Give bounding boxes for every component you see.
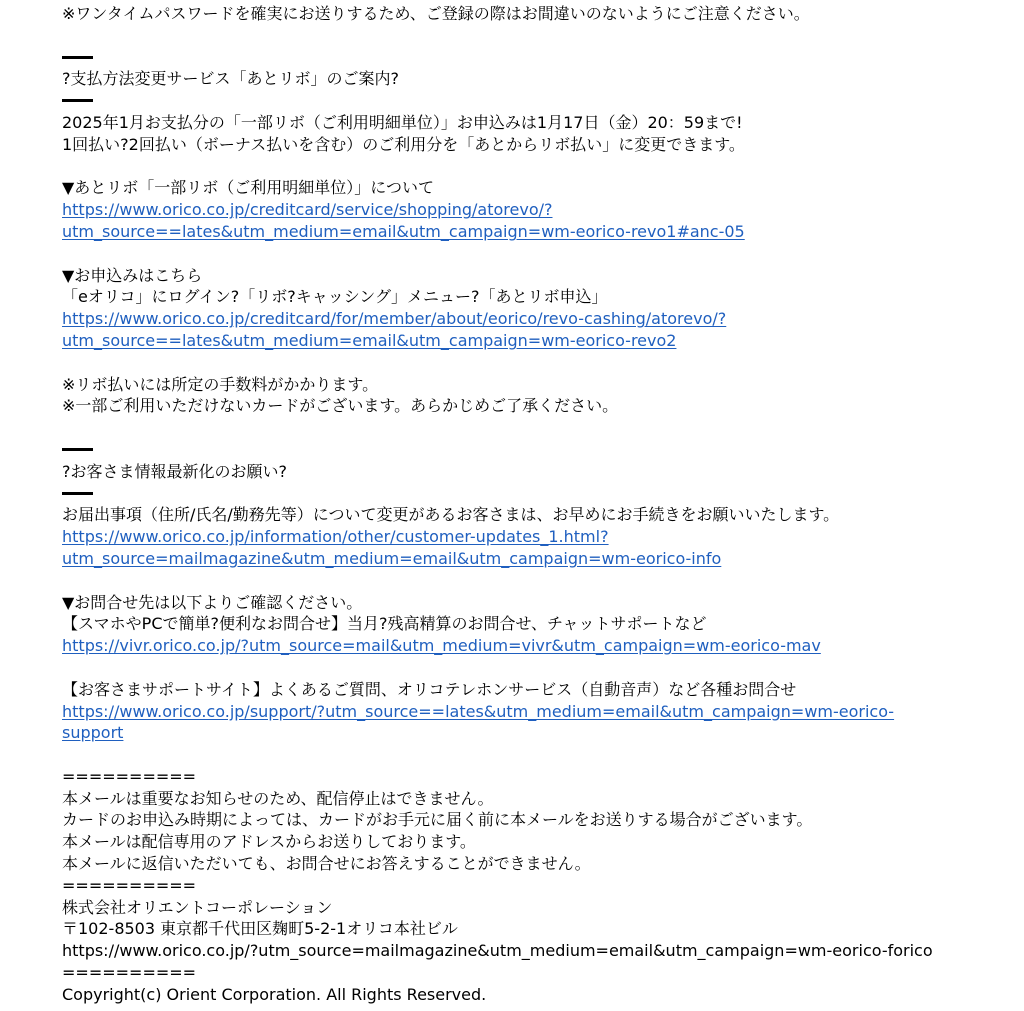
support-link-cont[interactable]: support <box>62 723 124 743</box>
support-site-text: 【お客さまサポートサイト】よくあるご質問、オリコテレホンサービス（自動音声）など各種お問合せ <box>62 679 797 699</box>
vivr-link[interactable]: https://vivr.orico.co.jp/?utm_source=mail&utm_medium=vivr&utm_campaign=wm-eorico-mav <box>62 636 821 656</box>
atorevo-about-heading: ▼あとリボ「一部リボ（ご利用明細単位）」について <box>62 178 434 198</box>
blank-line <box>62 156 1012 178</box>
blank-line <box>62 657 1012 679</box>
contact-smartphone: 【スマホやPCで簡単?便利なお問合せ】当月?残高精算のお問合せ、チャットサポートなど <box>62 614 707 634</box>
blank-line <box>62 352 1012 374</box>
section-title-info-update: ?お客さま情報最新化のお願い? <box>62 461 287 481</box>
company-name: 株式会社オリエントコーポレーション <box>62 897 333 917</box>
section-divider <box>62 439 1012 461</box>
blank-line <box>62 570 1012 592</box>
email-body <box>62 3 1012 1006</box>
footer-unsubscribe-note: 本メールは重要なお知らせのため、配信停止はできません。 <box>62 788 494 808</box>
info-update-link[interactable]: https://www.orico.co.jp/information/other/customer-updates_1.html? <box>62 527 609 547</box>
atorevo-about-link[interactable]: https://www.orico.co.jp/creditcard/service/shopping/atorevo/? <box>62 200 553 220</box>
card-note: ※一部ご利用いただけないカードがございます。あらかじめご了承ください。 <box>62 396 619 416</box>
apply-heading: ▼お申込みはこちら <box>62 265 203 285</box>
section-title-atorevo: ?支払方法変更サービス「あとリボ」のご案内? <box>62 69 399 89</box>
footer-timing-note: カードのお申込み時期によっては、カードがお手元に届く前に本メールをお送りする場合がございます。 <box>62 810 813 830</box>
divider-bar <box>62 448 93 451</box>
section-divider <box>62 47 1012 69</box>
atorevo-deadline: 2025年1月お支払分の「一部リボ（ご利用明細単位）」お申込みは1月17日（金）20：59まで! <box>62 112 743 132</box>
blank-line <box>62 744 1012 766</box>
section-divider <box>62 483 1012 505</box>
blank-line <box>62 25 1012 47</box>
copyright: Copyright(c) Orient Corporation. All Rights Reserved. <box>62 984 487 1004</box>
separator: ========== <box>62 766 197 786</box>
contact-heading: ▼お問合せ先は以下よりご確認ください。 <box>62 592 363 612</box>
apply-link-cont[interactable]: utm_source==lates&utm_medium=email&utm_campaign=wm-eorico-revo2 <box>62 330 677 350</box>
atorevo-description: 1回払い?2回払い（ボーナス払いを含む）のご利用分を「あとからリボ払い」に変更できます。 <box>62 134 745 154</box>
blank-line <box>62 417 1012 439</box>
divider-bar <box>62 99 93 102</box>
divider-bar <box>62 56 93 59</box>
footer-sender-note: 本メールは配信専用のアドレスからお送りしております。 <box>62 832 476 852</box>
apply-steps: 「eオリコ」にログイン?「リボ?キャッシング」メニュー?「あとリボ申込」 <box>62 287 608 307</box>
fee-note: ※リボ払いには所定の手数料がかかります。 <box>62 374 379 394</box>
separator: ========== <box>62 963 197 983</box>
apply-link[interactable]: https://www.orico.co.jp/creditcard/for/member/about/eorico/revo-cashing/atorevo/? <box>62 309 727 329</box>
otp-notice: ※ワンタイムパスワードを確実にお送りするため、ご登録の際はお間違いのないようにご注意ください。 <box>62 4 810 23</box>
company-address: 〒102-8503 東京都千代田区麹町5-2-1オリコ本社ビル <box>62 919 458 939</box>
section-divider <box>62 90 1012 112</box>
company-url: https://www.orico.co.jp/?utm_source=mailmagazine&utm_medium=email&utm_campaign=wm-eorico-forico <box>62 941 933 961</box>
atorevo-about-link-cont[interactable]: utm_source==lates&utm_medium=email&utm_campaign=wm-eorico-revo1#anc-05 <box>62 221 745 241</box>
info-update-link-cont[interactable]: utm_source=mailmagazine&utm_medium=email&utm_campaign=wm-eorico-info <box>62 548 722 568</box>
footer-reply-note: 本メールに返信いただいても、お問合せにお答えすることができません。 <box>62 854 591 874</box>
blank-line <box>62 243 1012 265</box>
support-link[interactable]: https://www.orico.co.jp/support/?utm_source==lates&utm_medium=email&utm_campaign=wm-eorico- <box>62 701 895 721</box>
separator: ========== <box>62 875 197 895</box>
info-update-description: お届出事項（住所/氏名/勤務先等）について変更があるお客さまは、お早めにお手続きをお願いいたします。 <box>62 505 840 525</box>
divider-bar <box>62 492 93 495</box>
